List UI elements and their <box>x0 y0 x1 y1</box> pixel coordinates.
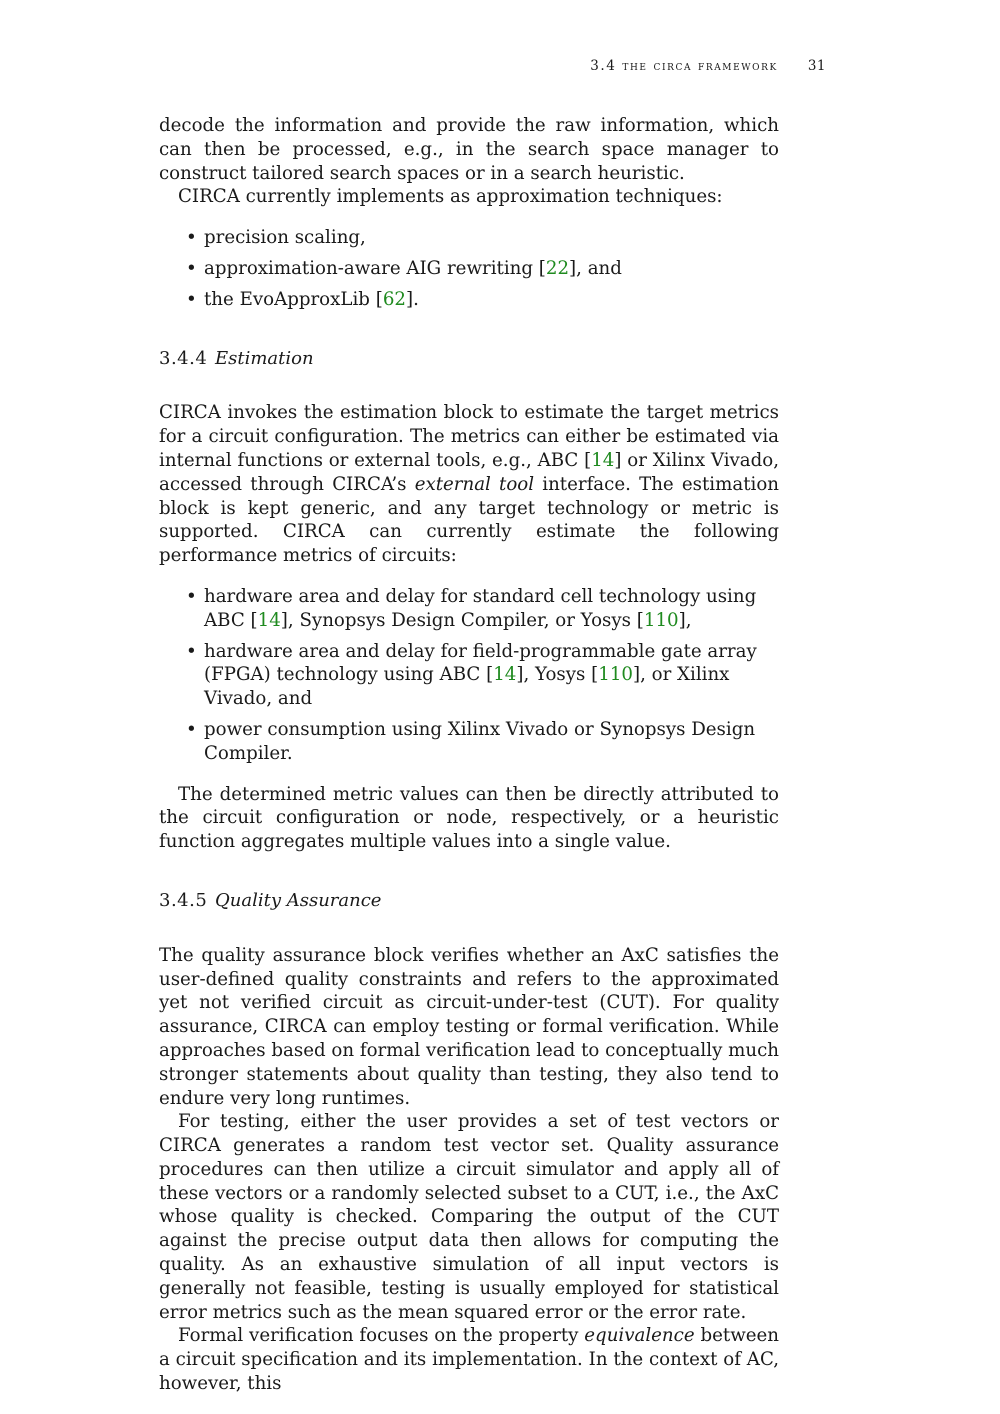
main-text <box>159 114 779 1396</box>
citation-link[interactable]: 14 <box>257 609 281 631</box>
list-item: • precision scaling, <box>159 226 779 250</box>
header-section-title: 3.4 the circa framework <box>590 58 778 74</box>
page-number: 31 <box>807 58 826 74</box>
citation-link[interactable]: 110 <box>643 609 679 631</box>
techniques-list <box>159 226 779 311</box>
citation-link[interactable]: 62 <box>382 288 406 310</box>
section-title: Quality Assurance <box>215 889 382 911</box>
section-heading-quality-assurance <box>159 889 779 913</box>
section-number: 3.4.4 <box>159 347 208 369</box>
running-header <box>159 58 826 74</box>
list-item: • hardware area and delay for field-programmable gate array (FPGA) technology using ABC [14], Yosys [110], or Xilinx Vivado, and <box>159 640 779 711</box>
list-item: • hardware area and delay for standard cell technology using ABC [14], Synopsys Design Compiler, or Yosys [110], <box>159 585 779 633</box>
section-title: Estimation <box>215 347 314 369</box>
metrics-list <box>159 585 779 766</box>
list-item: • the EvoApproxLib [62]. <box>159 288 779 312</box>
citation-link[interactable]: 14 <box>591 449 615 471</box>
paragraph-testing: For testing, either the user provides a set of test vectors or CIRCA generates a random test vector set. Quality assurance procedures can then utilize a circuit simulator and apply all of these vectors or a randomly selected subset to a CUT, i.e., the AxC whose quality is checked. Comparing the output of the CUT against the precise output data then allows for computing the quality. As an exhaustive simulation of all input vectors is generally not feasible, testing is usually employed for statistical error metrics such as the mean squared error or the error rate. <box>159 1111 779 1323</box>
citation-link[interactable]: 110 <box>598 664 633 686</box>
citation-link[interactable]: 14 <box>493 664 517 686</box>
paragraph-estimation: CIRCA invokes the estimation block to estimate the target metrics for a circuit configuration. The metrics can either be estimated via internal functions or external tools, e.g., ABC [14] or Xilinx Vivado, accessed through CIRCA’s external tool interface. The estimation block is kept generic, and any target technology or metric is supported. CIRCA can currently estimate the following performance metrics of circuits: <box>159 402 779 567</box>
section-number: 3.4.5 <box>159 889 208 911</box>
list-item: • power consumption using Xilinx Vivado or Synopsys Design Compiler. <box>159 718 779 766</box>
list-item: • approximation-aware AIG rewriting [22], and <box>159 257 779 281</box>
paragraph-continuation: decode the information and provide the raw information, which can then be processed, e.g., in the search space manager to construct tailored search spaces or in a search heuristic. <box>159 115 779 184</box>
paragraph-formal-verification: Formal verification focuses on the property equivalence between a circuit specification and its implementation. In the context of AC, however, this <box>159 1325 779 1395</box>
paragraph-quality-block: The quality assurance block verifies whether an AxC satisfies the user-defined quality constraints and refers to the approximated yet not verified circuit as circuit-under-test (CUT). For quality assurance, CIRCA can employ testing or formal verification. While approaches based on formal verification lead to conceptually much stronger statements about quality than testing, they also tend to endure very long runtimes. <box>159 944 779 1109</box>
paragraph-techniques-intro: CIRCA currently implements as approximation techniques: <box>178 186 723 208</box>
citation-link[interactable]: 22 <box>545 257 570 279</box>
paragraph-metric-values: The determined metric values can then be directly attributed to the circuit configuration or node, respectively, or a heuristic function aggregates multiple values into a single value. <box>159 783 779 853</box>
section-heading-estimation <box>159 347 779 371</box>
